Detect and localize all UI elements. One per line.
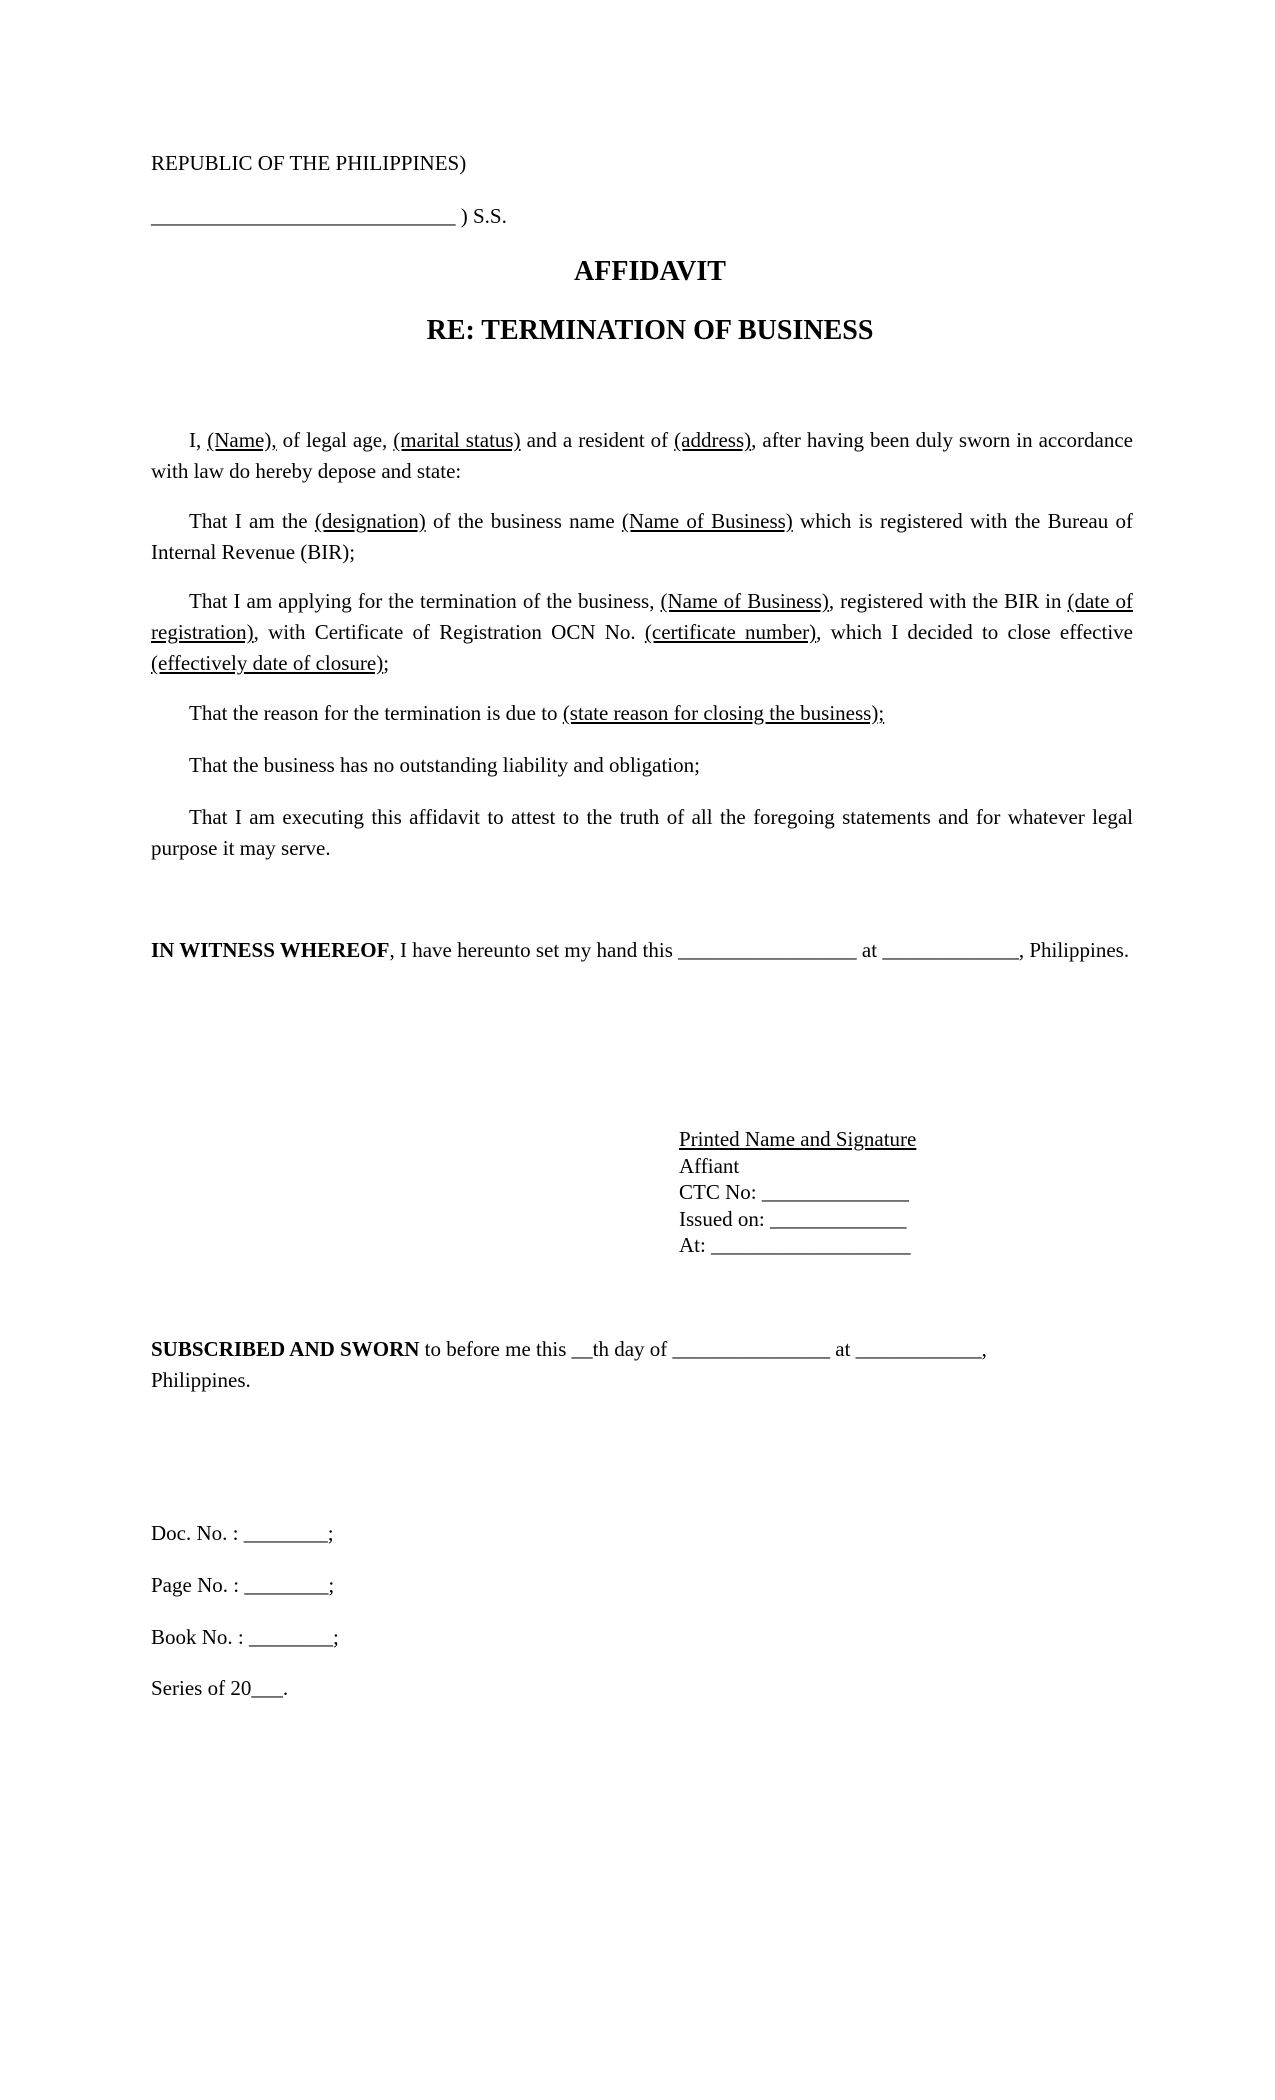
witness-clause: IN WITNESS WHEREOF, I have hereunto set my hand this _________________ at _____________, Philippines. xyxy=(151,938,1130,962)
issued-on-line: Issued on: _____________ xyxy=(679,1206,907,1231)
republic-header xyxy=(151,148,466,179)
paragraph-designation: That I am the (designation) of the business name (Name of Business) which is registered with the Bureau of Internal Revenue (BIR); xyxy=(151,509,1133,564)
field-business-name: (Name of Business) xyxy=(621,509,793,533)
witness-place-blank: _____________ xyxy=(882,938,1019,962)
paragraph-termination: That I am applying for the termination of the business, (Name of Business), registered with the BIR in (date of registration), with Certificate of Registration OCN No. (certificate number), which I decided to close effective (effectively date of closure); xyxy=(151,589,1133,675)
affidavit-title: AFFIDAVIT xyxy=(574,256,726,287)
venue-blank: _____________________________ xyxy=(151,204,456,228)
paragraph-purpose: That I am executing this affidavit to attest to the truth of all the foregoing statements and for whatever legal purpose it may serve. xyxy=(151,805,1133,860)
field-name: (Name), xyxy=(207,428,277,452)
field-reason: (state reason for closing the business); xyxy=(562,701,885,725)
ctc-blank: ______________ xyxy=(761,1180,909,1204)
witness-date-blank: _________________ xyxy=(678,938,857,962)
field-address: (address) xyxy=(674,428,752,452)
at-blank: ___________________ xyxy=(711,1233,911,1257)
ctc-line: CTC No: ______________ xyxy=(679,1180,909,1204)
jurat-clause: SUBSCRIBED AND SWORN to before me this __th day of _______________ at ____________, Philippines. xyxy=(151,1337,987,1392)
issued-on-blank: _____________ xyxy=(770,1206,907,1231)
witness-heading: IN WITNESS WHEREOF xyxy=(151,938,390,962)
paragraph-reason: That the reason for the termination is due to (state reason for closing the business); xyxy=(189,701,885,725)
field-business-name-2: (Name of Business) xyxy=(660,589,829,613)
signature-block xyxy=(679,1126,916,1259)
field-date-of-closure: (effectively date of closure) xyxy=(151,651,384,675)
field-date-of-registration: (date of registration) xyxy=(151,589,1133,644)
jurat-heading: SUBSCRIBED AND SWORN xyxy=(151,1337,420,1361)
page-no-line: Page No. : ________; xyxy=(151,1573,335,1597)
field-marital-status: (marital status) xyxy=(393,428,521,452)
field-certificate-number: (certificate number) xyxy=(644,620,817,644)
series-line: Series of 20___. xyxy=(151,1676,289,1700)
printed-name-signature: Printed Name and Signature xyxy=(679,1127,917,1151)
affidavit-subtitle: RE: TERMINATION OF BUSINESS xyxy=(426,315,874,346)
at-line: At: ___________________ xyxy=(679,1233,911,1257)
book-no-line: Book No. : ________; xyxy=(151,1625,339,1649)
ss-line xyxy=(151,201,507,232)
field-designation: (designation) xyxy=(314,509,426,533)
jurat-place-blank: ____________ xyxy=(855,1337,982,1361)
paragraph-identity: I, (Name), of legal age, (marital status) and a resident of (address), after having been duly sworn in accordance with law do hereby depose and state: xyxy=(151,428,1134,483)
doc-no-line: Doc. No. : ________; xyxy=(151,1521,334,1545)
ss-label: ) S.S. xyxy=(460,204,507,228)
paragraph-liability: That the business has no outstanding liability and obligation; xyxy=(189,753,700,777)
republic-text: REPUBLIC OF THE PHILIPPINES) xyxy=(151,151,467,175)
jurat-month-blank: _______________ xyxy=(672,1337,831,1361)
affiant-label: Affiant xyxy=(679,1153,740,1178)
